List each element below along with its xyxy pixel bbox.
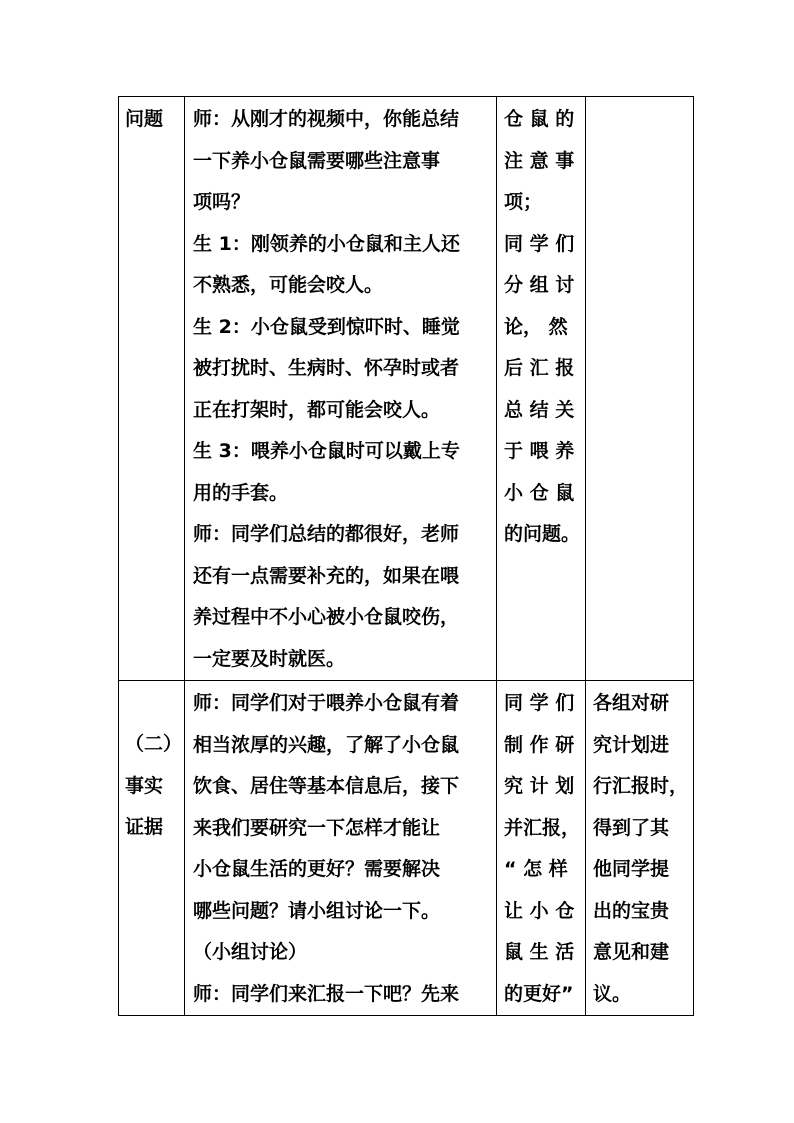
activity-line: 分 组 讨	[504, 274, 575, 296]
stage-cell	[119, 97, 185, 681]
dialogue-line: 项吗？	[193, 191, 251, 213]
activity-line: 仓 鼠 的	[504, 108, 575, 130]
activity-line: “ 怎 样	[504, 858, 568, 880]
activity-line: 注 意 事	[504, 149, 575, 172]
activity-line: 的问题。	[504, 523, 581, 545]
dialogue-cell	[185, 97, 497, 681]
dialogue-line: 生 3：喂养小仓鼠时可以戴上专	[193, 440, 460, 462]
dialogue-text	[185, 97, 496, 680]
table-row-evidence	[119, 681, 694, 1016]
dialogue-line: 来我们要研究一下怎样才能让	[193, 816, 441, 839]
activity-line: 同 学 们	[504, 692, 575, 714]
notes-line: 意见和建	[593, 941, 670, 963]
dialogue-line: 被打扰时、生病时、怀孕时或者	[193, 357, 460, 379]
notes-text	[586, 97, 693, 99]
activity-line: 鼠 生 活	[504, 941, 575, 963]
activity-line: 制 作 研	[504, 733, 575, 756]
activity-line: 同 学 们	[504, 232, 575, 255]
stage-line: 事实	[125, 774, 164, 797]
dialogue-line: 还有一点需要补充的，如果在喂	[193, 564, 460, 587]
notes-line: 究计划进	[593, 733, 670, 756]
activity-line: 总 结 关	[504, 398, 575, 421]
dialogue-line: 饮食、居住等基本信息后，接下	[193, 775, 460, 797]
dialogue-line: 师：同学们总结的都很好，老师	[193, 523, 460, 545]
activity-text	[497, 97, 585, 556]
notes-cell	[586, 97, 694, 681]
activity-line: 项；	[504, 191, 543, 213]
dialogue-line: 养过程中不小心被小仓鼠咬伤，	[193, 606, 460, 628]
notes-line: 议。	[593, 982, 632, 1005]
dialogue-line: （小组讨论）	[193, 941, 308, 963]
activity-line: 的更好”	[504, 982, 574, 1005]
stage-line: （二）	[125, 733, 183, 755]
notes-line: 得到了其	[593, 816, 670, 839]
notes-cell	[586, 681, 694, 1016]
activity-line: 究 计 划	[504, 775, 575, 797]
activity-line: 论， 然	[504, 315, 568, 338]
dialogue-line: 不熟悉，可能会咬人。	[193, 274, 384, 296]
activity-line: 让 小 仓	[504, 899, 575, 922]
dialogue-line: 正在打架时，都可能会咬人。	[193, 398, 441, 421]
dialogue-line: 一下养小仓鼠需要哪些注意事	[193, 149, 441, 172]
dialogue-line: 生 1：刚领养的小仓鼠和主人还	[193, 232, 460, 255]
activity-text	[497, 681, 585, 1015]
dialogue-cell	[185, 681, 497, 1016]
dialogue-line: 哪些问题？请小组讨论一下。	[193, 899, 441, 922]
notes-line: 行汇报时，	[593, 775, 689, 797]
dialogue-line: 相当浓厚的兴趣，了解了小仓鼠	[193, 733, 460, 756]
dialogue-line: 小仓鼠生活的更好？需要解决	[193, 858, 441, 880]
notes-text	[586, 681, 693, 1015]
notes-line: 出的宝贵	[593, 899, 670, 922]
lesson-plan-table	[118, 96, 694, 1016]
dialogue-line: 师：同学们对于喂养小仓鼠有着	[193, 692, 460, 714]
stage-line: 证据	[125, 816, 164, 838]
activity-line: 后 汇 报	[504, 357, 575, 379]
dialogue-line: 生 2：小仓鼠受到惊吓时、睡觉	[193, 315, 460, 338]
stage-label	[119, 681, 184, 849]
notes-line: 他同学提	[593, 858, 670, 880]
dialogue-line: 用的手套。	[193, 481, 289, 504]
dialogue-line: 师：从刚才的视频中，你能总结	[193, 108, 460, 130]
table-row-problem	[119, 97, 694, 681]
stage-label: 问题	[125, 108, 164, 130]
activity-line: 于 喂 养	[504, 440, 575, 462]
dialogue-line: 师：同学们来汇报一下吧？先来	[193, 982, 460, 1005]
stage-cell	[119, 681, 185, 1016]
activity-line: 并汇报，	[504, 816, 581, 839]
activity-cell	[497, 681, 586, 1016]
dialogue-text	[185, 681, 496, 1015]
notes-line: 各组对研	[593, 692, 670, 714]
activity-line: 小 仓 鼠	[504, 481, 575, 504]
dialogue-line: 一定要及时就医。	[193, 647, 346, 670]
activity-cell	[497, 97, 586, 681]
